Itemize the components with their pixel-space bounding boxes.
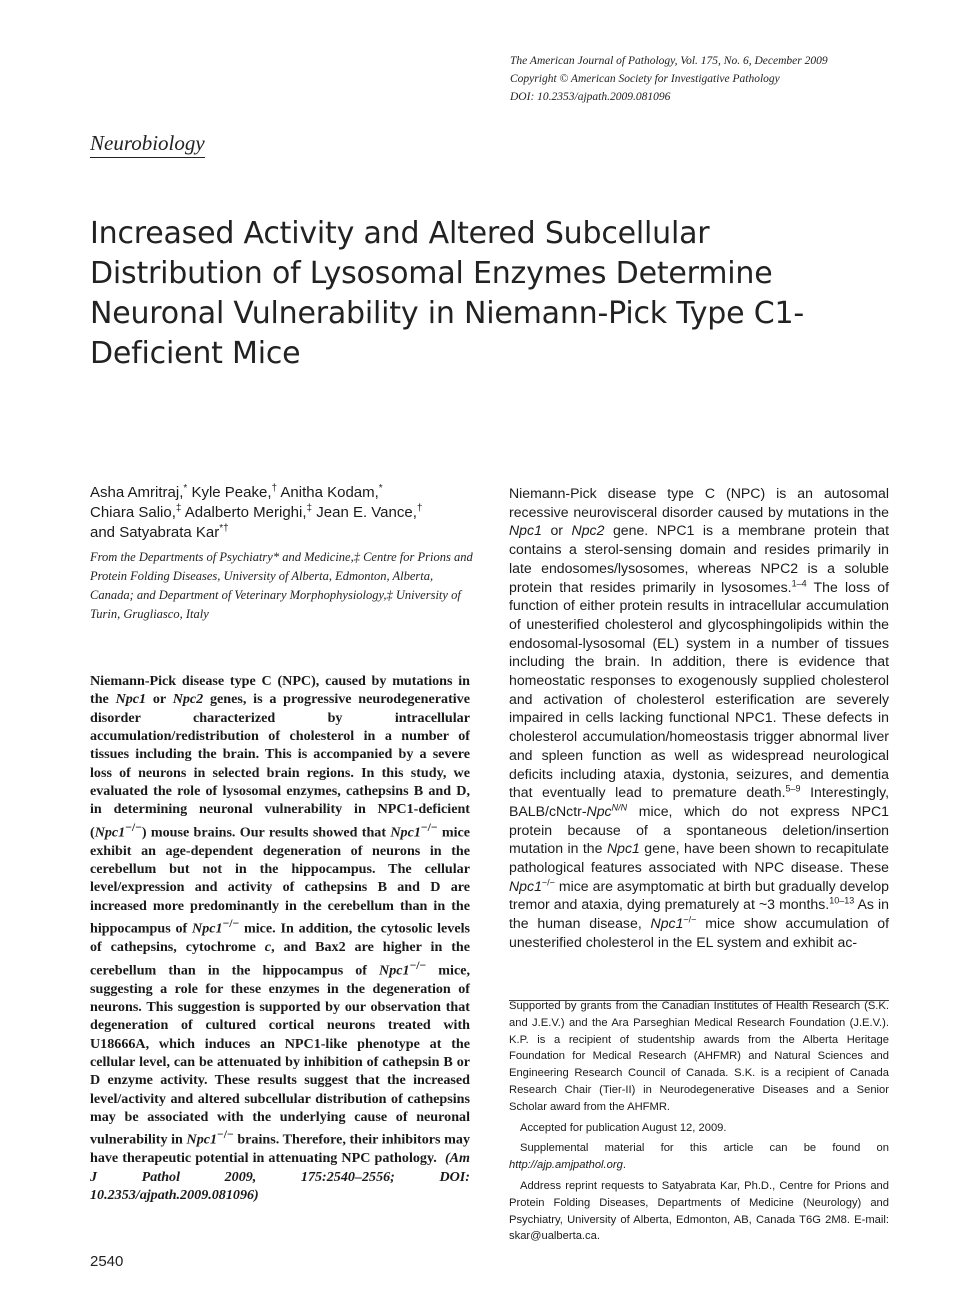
journal-copyright: Copyright © American Society for Investigative Pathology xyxy=(510,73,780,85)
genotype-superscript: −/− xyxy=(683,914,697,925)
reprint-address: Address reprint requests to Satyabrata Kar, Ph.D., Centre for Prions and Protein Folding Diseases, Departments of Medicine (Neurology) and Psychiatry, University of Alberta, Edmonton, AB, Canada T6G 2M8. E-mail: skar@ualberta.ca. xyxy=(509,1179,889,1243)
strain-superscript: N/N xyxy=(611,802,628,813)
abstract-citation: (Am J Pathol 2009, 175:2540–2556; DOI: 10.2353/ajpath.2009.081096) xyxy=(90,1150,470,1204)
supplemental-note xyxy=(509,1140,889,1174)
gene-name: Npc1 xyxy=(606,840,640,857)
abstract-text: , and Bax2 are higher in the cerebellum than in the hippocampus of xyxy=(90,939,470,979)
body-text: mice are asymptomatic at birth but gradually develop tremor and ataxia, dying prematurely at ~3 months. xyxy=(509,877,889,913)
genotype-superscript: −/− xyxy=(541,877,555,888)
affiliation-text: From the Departments of Psychiatry* and Medicine,‡ Centre for Prions and Protein Folding Diseases, University of Alberta, Edmonton, Alberta, Canada; and Department of Veterinary Morphophysiology,‡ University of Turin, Grugliasco, Italy xyxy=(90,550,473,621)
author-name: Asha Amritraj, xyxy=(90,484,184,501)
cytochrome-c: c xyxy=(264,939,272,956)
gene-name: Npc xyxy=(586,802,612,819)
reference-mark: 1–4 xyxy=(791,577,807,588)
footnotes xyxy=(509,998,889,1249)
affiliation-mark: † xyxy=(271,483,278,494)
journal-header xyxy=(510,52,930,106)
genotype: Npc1 xyxy=(379,962,410,979)
body-text: As in the human disease, xyxy=(509,896,889,932)
gene-name: Npc1 xyxy=(509,522,542,539)
abstract-text: genes, is a progressive neurodegenerative disorder characterized by intracellular accumulation/redistribution of cholesterol in a number of tissues including the brain. This is accompanied by a severe loss of neurons in selected brain regions. In this study, we evaluated the role of lysosomal enzymes, cathepsins B and D, in determining neuronal vulnerability in NPC1-deficient ( xyxy=(90,691,470,841)
funding-note: Supported by grants from the Canadian Institutes of Health Research (S.K. and J.E.V.) and the Ara Parseghian Medical Research Foundation (J.E.V.). K.P. is a recipient of studentship awards from the Alberta Heritage Foundation for Medical Research (AHFMR) and Natural Sciences and Engineering Research Council of Canada. S.K. is a recipient of Canada Research Chair (Tier-II) in Neurodegenerative Diseases and a Senior Scholar award from the AHFMR. xyxy=(509,1000,889,1113)
abstract-text: ) mouse brains. Our results showed that xyxy=(141,824,391,841)
genotype: Npc1 xyxy=(186,1132,218,1148)
journal-citation: The American Journal of Pathology, Vol. 175, No. 6, December 2009 xyxy=(510,55,828,67)
abstract xyxy=(90,672,470,1204)
journal-doi: DOI: 10.2353/ajpath.2009.081096 xyxy=(510,91,671,103)
abstract-text: brains. Therefore, their inhibitors may have therapeutic potential in attenuating NPC pathology. xyxy=(90,1132,470,1167)
gene-name: Npc2 xyxy=(172,691,204,708)
genotype: Npc1 xyxy=(390,824,421,841)
section-label: Neurobiology xyxy=(90,131,205,158)
abstract-text: mice exhibit an age-dependent degeneration of neurons in the cerebellum but not in the hippocampus. The cellular level/expression and activity of cathepsins B and D are increased more predominantly in the cerebellum than in the hippocampus of xyxy=(90,824,470,937)
supplemental-text: . xyxy=(622,1159,626,1172)
author-name: Anitha Kodam, xyxy=(277,484,379,501)
affiliation-mark: † xyxy=(416,503,423,514)
abstract-text: mice, suggesting a role for these enzymes in the degeneration of neurons. This suggestion is supported by our observation that degeneration of cultured cortical neurons treated with U18666A, which induces an NPC1-like phenotype at the cellular level, can be attenuated by inhibition of cathepsin B or D enzyme activity. These results suggest that the increased level/activity and altered subcellular distribution of cathepsins may be associated with the underlying cause of neuronal vulnerability in xyxy=(90,962,470,1148)
affiliation-mark: * xyxy=(183,483,188,494)
article-title: Increased Activity and Altered Subcellular Distribution of Lysosomal Enzymes Determine Neuronal Vulnerability in Niemann-Pick Type C1-Deficient Mice xyxy=(90,216,804,371)
genotype: Npc1 xyxy=(509,877,542,894)
author-name: Chiara Salio, xyxy=(90,504,176,521)
body-text: Niemann-Pick disease type C (NPC) is an autosomal recessive neurovisceral disorder caused by mutations in the xyxy=(509,485,889,520)
genotype-superscript: −/− xyxy=(420,820,438,834)
supplemental-text: Supplemental material for this article can be found on xyxy=(520,1142,889,1155)
body-text: gene, have been shown to recapitulate pathological features associated with NPC disease. These xyxy=(509,840,889,876)
body-text: The loss of function of either protein results in intracellular accumulation of unesterified cholesterol and glycosphingolipids within the endosomal-lysosomal (EL) system in a number of tissues including the brain. In addition, there is evidence that homeostatic responses to exogenously supplied cholesterol and activation of cholesterol esterification are severely impaired in cells lacking functional NPC1. These defects in cholesterol accumulation/homeostasis trigger abnormal liver and spleen function as well as widespread neurological deficits including ataxia, dystonia, seizures, and dementia that eventually lead to premature death. xyxy=(509,578,889,801)
affiliation-mark: ‡ xyxy=(175,503,182,514)
supplemental-link[interactable]: http://ajp.amjpathol.org xyxy=(509,1159,623,1172)
affiliation-mark: * xyxy=(378,483,383,494)
reference-mark: 10–13 xyxy=(829,895,855,906)
body-text: mice show accumulation of unesterified cholesterol in the EL system and exhibit ac- xyxy=(509,915,889,950)
body-text: gene. NPC1 is a membrane protein that contains a sterol-sensing domain and resides primarily in late endosomes/lysosomes, whereas NPC2 is a soluble protein that resides primarily in lysosomes. xyxy=(509,522,889,595)
page-number: 2540 xyxy=(90,1253,124,1270)
body-text: mice, which do not express NPC1 protein because of a spontaneous deletion/insertion mutation in the xyxy=(509,802,889,857)
author-list xyxy=(90,483,490,543)
author-name: and Satyabrata Kar xyxy=(90,524,220,541)
accepted-date: Accepted for publication August 12, 2009. xyxy=(520,1121,727,1134)
affiliation-mark: ‡ xyxy=(306,503,313,514)
genotype-superscript: −/− xyxy=(125,820,142,834)
abstract-text: mice. In addition, the cytosolic levels of cathepsins, cytochrome xyxy=(90,920,471,956)
genotype-superscript: −/− xyxy=(217,1128,234,1142)
genotype-superscript: −/− xyxy=(409,958,427,972)
gene-name: Npc2 xyxy=(571,522,605,539)
abstract-text: or xyxy=(146,691,173,708)
genotype: Npc1 xyxy=(650,915,684,932)
author-name: Adalberto Merighi, xyxy=(181,504,307,521)
affiliation-mark: *† xyxy=(219,523,229,534)
genotype-superscript: −/− xyxy=(222,917,240,931)
body-text: Interestingly, BALB/cNctr- xyxy=(509,784,889,819)
introduction-paragraph xyxy=(509,484,889,952)
author-name: Jean E. Vance, xyxy=(312,504,417,521)
genotype: Npc1 xyxy=(192,920,223,937)
gene-name: Npc1 xyxy=(115,691,147,708)
abstract-text: Niemann-Pick disease type C (NPC), caused by mutations in the xyxy=(90,673,470,708)
body-text: or xyxy=(541,522,572,539)
genotype: Npc1 xyxy=(94,824,126,841)
reference-mark: 5–9 xyxy=(785,783,801,794)
author-name: Kyle Peake, xyxy=(187,484,272,501)
